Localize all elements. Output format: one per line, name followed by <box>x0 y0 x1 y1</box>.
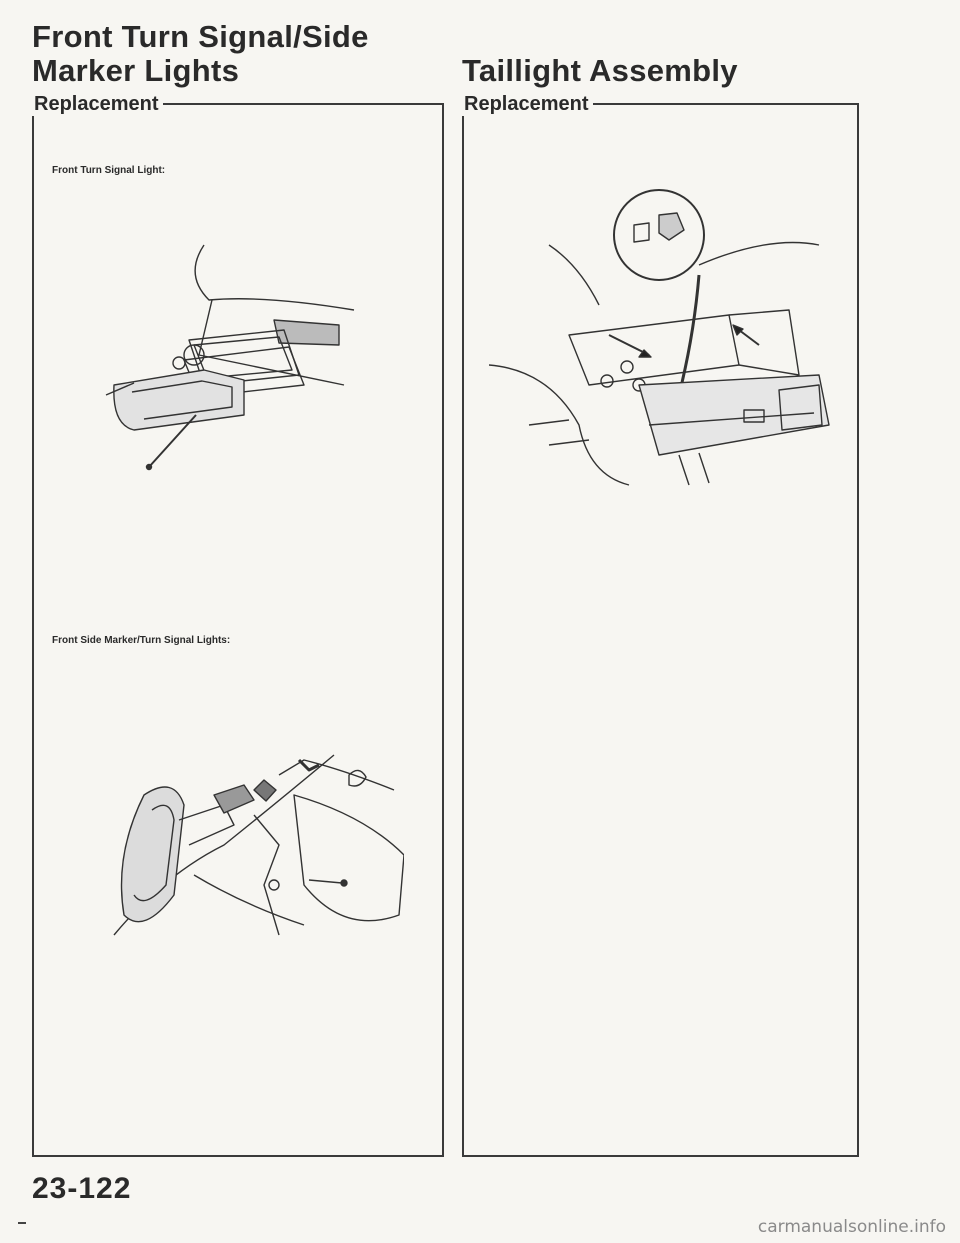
left-replacement-panel <box>32 93 444 1157</box>
title-line-2: Marker Lights <box>32 53 240 88</box>
margin-mark <box>18 1222 26 1224</box>
watermark: carmanualsonline.info <box>757 1217 946 1237</box>
left-section-label: Replacement <box>32 92 163 116</box>
page-number: 23-122 <box>32 1172 132 1205</box>
right-replacement-panel <box>462 93 859 1157</box>
right-section-label: Replacement <box>462 92 593 116</box>
title-line-1: Front Turn Signal/Side <box>32 19 369 54</box>
front-turn-signal-illustration <box>94 235 394 475</box>
caption-front-turn-signal: Front Turn Signal Light: <box>52 165 166 176</box>
taillight-assembly-illustration <box>489 185 834 505</box>
title-taillight-assembly: Taillight Assembly <box>462 53 738 88</box>
title-front-turn-signal <box>32 20 369 88</box>
caption-front-side-marker: Front Side Marker/Turn Signal Lights: <box>52 635 231 646</box>
front-side-marker-illustration <box>104 735 404 965</box>
